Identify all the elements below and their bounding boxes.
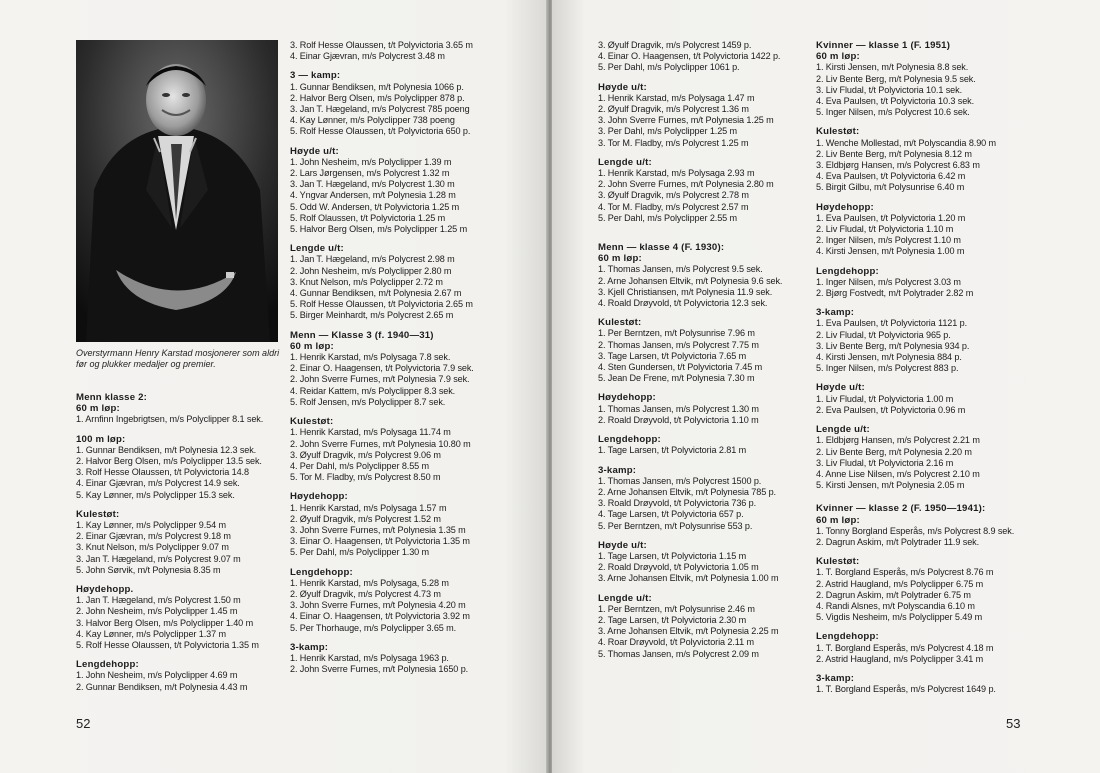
result-line: 2. Øyulf Dragvik, m/s Polycrest 1.36 m xyxy=(598,104,749,115)
result-line: 5. Kay Lønner, m/s Polyclipper 15.3 sek. xyxy=(76,489,235,500)
section-heading: 3-kamp: xyxy=(290,641,329,653)
result-line: 3. Rolf Hesse Olaussen, t/t Polyvictoria 14.8 xyxy=(76,467,249,478)
section-heading: Kvinner — klasse 2 (F. 1950—1941): xyxy=(816,503,986,515)
result-line: 2. John Sverre Furnes, m/t Polynesia 2.80 m xyxy=(598,179,774,190)
result-line: 1. Henrik Karstad, m/s Polysaga 11.74 m xyxy=(290,427,451,438)
section-heading: Kulestøt: xyxy=(290,416,334,428)
result-line: 5. Rolf Olaussen, t/t Polyvictoria 1.25 m xyxy=(290,212,446,223)
result-line: 1. Per Berntzen, m/t Polysunrise 7.96 m xyxy=(598,328,755,339)
result-line: 5. Inger Nilsen, m/s Polycrest 10.6 sek. xyxy=(816,107,970,118)
result-line: 2. John Sverre Furnes, m/t Polynesia 1650 p. xyxy=(290,664,469,675)
result-line: 3. John Sverre Furnes, m/t Polynesia 1.35 m xyxy=(290,524,466,535)
section-heading: Kulestøt: xyxy=(598,317,642,329)
section-heading: Høydehopp. xyxy=(76,584,134,596)
result-line: 2. Liv Fludal, t/t Polyvictoria 965 p. xyxy=(816,329,951,340)
result-line: 2. Roald Drøyvold, t/t Polyvictoria 1.05 m xyxy=(598,562,759,573)
section-heading: 60 m løp: xyxy=(816,51,860,63)
result-line: 1. John Nesheim, m/s Polyclipper 4.69 m xyxy=(76,670,238,681)
result-line: 3. Tor M. Fladby, m/s Polycrest 1.25 m xyxy=(598,137,749,148)
result-line: 5. Odd W. Andersen, t/t Polyvictoria 1.25 m xyxy=(290,201,460,212)
section-heading: Kulestøt: xyxy=(76,508,120,520)
result-line: 2. Liv Bente Berg, m/t Polynesia 9.5 sek. xyxy=(816,73,976,84)
section-heading: Menn — Klasse 3 (f. 1940—31) xyxy=(290,329,434,341)
section-heading: 60 m løp: xyxy=(598,253,642,265)
result-line: 2. Gunnar Bendiksen, m/t Polynesia 4.43 m xyxy=(76,681,248,692)
result-line: 2. Øyulf Dragvik, m/s Polycrest 4.73 m xyxy=(290,588,441,599)
photo-caption: Overstyrmann Henry Karstad mosjonerer som aldri før og plukker medaljer og premier. xyxy=(76,348,280,369)
result-line: 3. Eldbjørg Hansen, m/s Polycrest 6.83 m xyxy=(816,160,980,171)
result-line: 2. Halvor Berg Olsen, m/s Polyclipper 878 p. xyxy=(290,92,465,103)
result-line: 4. Sten Gundersen, t/t Polyvictoria 7.45 m xyxy=(598,362,763,373)
result-line: 5. Halvor Berg Olsen, m/s Polyclipper 1.25 m xyxy=(290,224,468,235)
section-heading: Lengde u/t: xyxy=(598,592,652,604)
result-line: 4. Per Dahl, m/s Polyclipper 8.55 m xyxy=(290,460,430,471)
result-line: 1. Henrik Karstad, m/s Polysaga 1.47 m xyxy=(598,92,755,103)
result-line: 2. Astrid Haugland, m/s Polyclipper 3.41 m xyxy=(816,653,984,664)
result-line: 2. Lars Jørgensen, m/s Polycrest 1.32 m xyxy=(290,168,450,179)
result-line: 4. Eva Paulsen, t/t Polyvictoria 6.42 m xyxy=(816,171,966,182)
result-line: 5. Rolf Hesse Olaussen, t/t Polyvictoria 1.35 m xyxy=(76,640,259,651)
result-line: 5. Per Thorhauge, m/s Polyclipper 3.65 m. xyxy=(290,622,457,633)
section-heading: 3 — kamp: xyxy=(290,70,341,82)
result-line: 4. Gunnar Bendiksen, m/t Polynesia 2.67 m xyxy=(290,288,462,299)
result-line: 4. Tor M. Fladby, m/s Polycrest 2.57 m xyxy=(598,201,749,212)
result-line: 3. Jan T. Hægeland, m/s Polycrest 785 poeng xyxy=(290,104,470,115)
result-line: 3. Arne Johansen Eltvik, m/t Polynesia 1.00 m xyxy=(598,573,779,584)
section-heading: 60 m løp: xyxy=(816,514,860,526)
result-line: 5. Per Berntzen, m/t Polysunrise 553 p. xyxy=(598,520,753,531)
result-line: 3. Jan T. Hægeland, m/s Polycrest 9.07 m xyxy=(76,553,241,564)
section-heading: Kvinner — klasse 1 (F. 1951) xyxy=(816,40,951,51)
result-line: 4. Reidar Kattem, m/s Polyclipper 8.3 sek. xyxy=(290,385,456,396)
result-line: 5. Rolf Jensen, m/s Polyclipper 8.7 sek. xyxy=(290,396,446,407)
result-line: 2. Øyulf Dragvik, m/s Polycrest 1.52 m xyxy=(290,513,441,524)
result-line: 3. Per Dahl, m/s Polyclipper 1.25 m xyxy=(598,126,738,137)
result-line: 1. T. Borgland Esperås, m/s Polycrest 1649 p. xyxy=(816,684,996,695)
result-line: 1. Per Berntzen, m/t Polysunrise 2.46 m xyxy=(598,603,755,614)
result-line: 4. Anne Lise Nilsen, m/s Polycrest 2.10 m xyxy=(816,468,980,479)
section-heading: Kulestøt: xyxy=(816,126,860,138)
result-line: 4. Yngvar Andersen, m/t Polynesia 1.28 m xyxy=(290,190,456,201)
page-number: 52 xyxy=(76,716,91,731)
result-line: 1. Wenche Mollestad, m/t Polyscandia 8.90 m xyxy=(816,137,997,148)
result-line: 5. Per Dahl, m/s Polyclipper 2.55 m xyxy=(598,212,738,223)
result-line: 1. Jan T. Hægeland, m/s Polycrest 1.50 m xyxy=(76,595,241,606)
result-line: 2. Astrid Haugland, m/s Polyclipper 6.75 m xyxy=(816,578,984,589)
section-heading: Lengdehopp: xyxy=(290,566,353,578)
result-line: 1. Henrik Karstad, m/s Polysaga 2.93 m xyxy=(598,168,755,179)
result-line: 1. Thomas Jansen, m/s Polycrest 1500 p. xyxy=(598,475,762,486)
result-line: 2. Dagrun Askim, m/t Polytrader 11.9 sek. xyxy=(816,536,980,547)
result-line: 1. Tage Larsen, t/t Polyvictoria 2.81 m xyxy=(598,445,747,456)
section-heading: Høyde u/t: xyxy=(816,382,865,394)
result-line: 1. Inger Nilsen, m/s Polycrest 3.03 m xyxy=(816,276,961,287)
section-heading: Lengdehopp: xyxy=(816,631,879,643)
result-line: 4. Einar O. Haagensen, t/t Polyvictoria 3.92 m xyxy=(290,611,470,622)
section-heading: Høyde u/t: xyxy=(598,539,647,551)
result-line: 2. Thomas Jansen, m/s Polycrest 7.75 m xyxy=(598,339,759,350)
section-heading: 60 m løp: xyxy=(76,403,120,415)
result-line: 3. Jan T. Hægeland, m/s Polycrest 1.30 m xyxy=(290,179,455,190)
section-heading: 3-kamp: xyxy=(816,672,855,684)
result-line: 5. Tor M. Fladby, m/s Polycrest 8.50 m xyxy=(290,472,441,483)
section-heading: Kulestøt: xyxy=(816,556,860,568)
result-line: 4. Einar Gjævran, m/s Polycrest 14.9 sek. xyxy=(76,478,240,489)
result-line: 2. Inger Nilsen, m/s Polycrest 1.10 m xyxy=(816,235,961,246)
right-column-2 xyxy=(816,40,1046,695)
result-line: 4. Einar O. Haagensen, t/t Polyvictoria 1422 p. xyxy=(598,51,781,62)
result-line: 2. Halvor Berg Olsen, m/s Polyclipper 13.5 sek. xyxy=(76,456,262,467)
result-line: 5. Rolf Hesse Olaussen, t/t Polyvictoria 2.65 m xyxy=(290,299,473,310)
result-line: 4. Roald Drøyvold, t/t Polyvictoria 12.3 sek. xyxy=(598,298,768,309)
result-line: 5. Per Dahl, m/s Polyclipper 1.30 m xyxy=(290,547,430,558)
result-line: 1. Thomas Jansen, m/s Polycrest 9.5 sek. xyxy=(598,264,763,275)
section-heading: Lengdehopp: xyxy=(598,434,661,446)
result-line: 1. Jan T. Hægeland, m/s Polycrest 2.98 m xyxy=(290,254,455,265)
result-line: 3. Roald Drøyvold, t/t Polyvictoria 736 p. xyxy=(598,498,757,509)
result-line: 2. John Sverre Furnes, m/t Polynesia 10.80 m xyxy=(290,438,471,449)
man-in-suit-image xyxy=(76,40,278,342)
section-heading: Lengde u/t: xyxy=(598,156,652,168)
section-heading: Menn — klasse 4 (F. 1930): xyxy=(598,242,725,254)
section-heading: Lengde u/t: xyxy=(290,243,344,255)
result-line: 1. Henrik Karstad, m/s Polysaga, 5.28 m xyxy=(290,577,449,588)
result-line: 3. Liv Fludal, t/t Polyvictoria 10.1 sek. xyxy=(816,84,963,95)
result-line: 5. Inger Nilsen, m/s Polycrest 883 p. xyxy=(816,363,959,374)
result-line: 5. Kirsti Jensen, m/t Polynesia 2.05 m xyxy=(816,480,965,491)
result-line: 2. John Sverre Furnes, m/t Polynesia 7.9 sek. xyxy=(290,374,470,385)
result-line: 3. Tage Larsen, t/t Polyvictoria 7.65 m xyxy=(598,350,747,361)
result-line: 5. Birger Meinhardt, m/s Polycrest 2.65 m xyxy=(290,310,454,321)
result-line: 1. Henrik Karstad, m/s Polysaga 1963 p. xyxy=(290,652,449,663)
result-line: 1. Gunnar Bendiksen, m/t Polynesia 12.3 sek. xyxy=(76,444,257,455)
result-line: 3. Knut Nelson, m/s Polyclipper 2.72 m xyxy=(290,276,443,287)
result-line: 1. Arnfinn Ingebrigtsen, m/s Polyclipper 8.1 sek. xyxy=(76,414,264,425)
result-line: 2. John Nesheim, m/s Polyclipper 1.45 m xyxy=(76,606,238,617)
section-heading: Menn klasse 2: xyxy=(76,392,148,403)
result-line: 5. Thomas Jansen, m/s Polycrest 2.09 m xyxy=(598,648,759,659)
result-line: 2. Einar Gjævran, m/s Polycrest 9.18 m xyxy=(76,531,231,542)
result-line: 1. Kay Lønner, m/s Polyclipper 9.54 m xyxy=(76,520,226,531)
result-line: 1. T. Borgland Esperås, m/s Polycrest 4.18 m xyxy=(816,642,994,653)
left-column-1 xyxy=(76,392,286,693)
result-line: 1. Henrik Karstad, m/s Polysaga 1.57 m xyxy=(290,502,447,513)
result-line: 3. Rolf Hesse Olaussen, t/t Polyvictoria 3.65 m xyxy=(290,40,473,50)
result-line: 2. Dagrun Askim, m/t Polytrader 6.75 m xyxy=(816,589,971,600)
result-line: 2. Liv Bente Berg, m/t Polynesia 8.12 m xyxy=(816,148,972,159)
section-heading: Lengdehopp: xyxy=(76,659,139,671)
result-line: 3. Øyulf Dragvik, m/s Polycrest 2.78 m xyxy=(598,190,749,201)
result-line: 2. Tage Larsen, t/t Polyvictoria 2.30 m xyxy=(598,614,747,625)
result-line: 4. Kay Lønner, m/s Polyclipper 1.37 m xyxy=(76,628,226,639)
section-heading: Høydehopp: xyxy=(290,491,348,503)
result-line: 3. Øyulf Dragvik, m/s Polycrest 1459 p. xyxy=(598,40,752,50)
result-line: 2. Liv Bente Berg, m/t Polynesia 2.20 m xyxy=(816,446,972,457)
result-line: 3. Liv Bente Berg, m/t Polynesia 934 p. xyxy=(816,340,970,351)
right-column-1 xyxy=(598,40,816,660)
result-line: 2. Roald Drøyvold, t/t Polyvictoria 1.10 m xyxy=(598,414,759,425)
section-heading: Høyde u/t: xyxy=(290,145,339,157)
section-heading: Høyde u/t: xyxy=(598,81,647,93)
result-line: 4. Einar Gjævran, m/s Polycrest 3.48 m xyxy=(290,51,445,62)
result-line: 2. Eva Paulsen, t/t Polyvictoria 0.96 m xyxy=(816,404,966,415)
result-line: 3. John Sverre Furnes, m/t Polynesia 1.25 m xyxy=(598,115,774,126)
result-line: 1. Tonny Borgland Esperås, m/s Polycrest 8.9 sek. xyxy=(816,525,1015,536)
page-number: 53 xyxy=(1006,716,1021,731)
right-page xyxy=(552,0,1100,773)
result-line: 4. Kirsti Jensen, m/t Polynesia 1.00 m xyxy=(816,246,965,257)
result-line: 4. Randi Alsnes, m/t Polyscandia 6.10 m xyxy=(816,600,975,611)
result-line: 2. John Nesheim, m/s Polyclipper 2.80 m xyxy=(290,265,452,276)
section-heading: Lengdehopp: xyxy=(816,265,879,277)
result-line: 2. Arne Johansen Eltvik, m/t Polynesia 9.6 sek. xyxy=(598,275,783,286)
result-line: 5. Vigdis Nesheim, m/s Polyclipper 5.49 m xyxy=(816,612,983,623)
result-line: 4. Roar Drøyvold, t/t Polyvictoria 2.11 m xyxy=(598,637,754,648)
result-line: 5. Jean De Frene, m/t Polynesia 7.30 m xyxy=(598,373,755,384)
result-line: 3. Øyulf Dragvik, m/s Polycrest 9.06 m xyxy=(290,449,441,460)
result-line: 5. Per Dahl, m/s Polyclipper 1061 p. xyxy=(598,62,740,73)
result-line: 5. John Sørvik, m/t Polynesia 8.35 m xyxy=(76,564,221,575)
left-page xyxy=(0,0,548,773)
result-line: 4. Tage Larsen, t/t Polyvictoria 657 p. xyxy=(598,509,744,520)
result-line: 2. Liv Fludal, t/t Polyvictoria 1.10 m xyxy=(816,224,954,235)
result-line: 2. Bjørg Fostvedt, m/t Polytrader 2.82 m xyxy=(816,288,974,299)
result-line: 2. Arne Johansen Eltvik, m/t Polynesia 785 p. xyxy=(598,486,776,497)
result-line: 1. Liv Fludal, t/t Polyvictoria 1.00 m xyxy=(816,393,954,404)
left-column-2 xyxy=(290,40,520,675)
result-line: 4. Kirsti Jensen, m/t Polynesia 884 p. xyxy=(816,352,962,363)
section-heading: 3-kamp: xyxy=(598,464,637,476)
result-line: 1. Gunnar Bendiksen, m/t Polynesia 1066 p. xyxy=(290,81,464,92)
result-line: 1. John Nesheim, m/s Polyclipper 1.39 m xyxy=(290,156,452,167)
result-line: 2. Einar O. Haagensen, t/t Polyvictoria 7.9 sek. xyxy=(290,363,474,374)
section-heading: 60 m løp: xyxy=(290,340,334,352)
section-heading: Lengde u/t: xyxy=(816,424,870,436)
result-line: 4. Kay Lønner, m/s Polyclipper 738 poeng xyxy=(290,115,455,126)
section-heading: Høydehopp: xyxy=(816,201,874,213)
result-line: 3. Liv Fludal, t/t Polyvictoria 2.16 m xyxy=(816,457,954,468)
result-line: 4. Eva Paulsen, t/t Polyvictoria 10.3 sek. xyxy=(816,96,975,107)
result-line: 1. Eldbjørg Hansen, m/s Polycrest 2.21 m xyxy=(816,435,980,446)
result-line: 1. Eva Paulsen, t/t Polyvictoria 1121 p. xyxy=(816,318,968,329)
result-line: 3. Arne Johansen Eltvik, m/t Polynesia 2.25 m xyxy=(598,626,779,637)
result-line: 1. Thomas Jansen, m/s Polycrest 1.30 m xyxy=(598,403,759,414)
section-heading: Høydehopp: xyxy=(598,392,656,404)
section-heading: 100 m løp: xyxy=(76,433,126,445)
result-line: 3. Einar O. Haagensen, t/t Polyvictoria 1.35 m xyxy=(290,536,470,547)
section-heading: 3-kamp: xyxy=(816,307,855,319)
result-line: 5. Rolf Hesse Olaussen, t/t Polyvictoria 650 p. xyxy=(290,126,471,137)
result-line: 3. John Sverre Furnes, m/t Polynesia 4.20 m xyxy=(290,600,466,611)
result-line: 3. Knut Nelson, m/s Polyclipper 9.07 m xyxy=(76,542,229,553)
result-line: 1. Tage Larsen, t/t Polyvictoria 1.15 m xyxy=(598,550,747,561)
result-line: 1. Eva Paulsen, t/t Polyvictoria 1.20 m xyxy=(816,212,966,223)
result-line: 1. Henrik Karstad, m/s Polysaga 7.8 sek. xyxy=(290,352,451,363)
result-line: 1. Kirsti Jensen, m/t Polynesia 8.8 sek. xyxy=(816,62,969,73)
result-line: 3. Kjell Christiansen, m/t Polynesia 11.9 sek. xyxy=(598,286,773,297)
result-line: 3. Halvor Berg Olsen, m/s Polyclipper 1.40 m xyxy=(76,617,254,628)
portrait-photo xyxy=(76,40,278,342)
result-line: 1. T. Borgland Esperås, m/s Polycrest 8.76 m xyxy=(816,567,994,578)
result-line: 5. Birgit Gilbu, m/t Polysunrise 6.40 m xyxy=(816,182,965,193)
